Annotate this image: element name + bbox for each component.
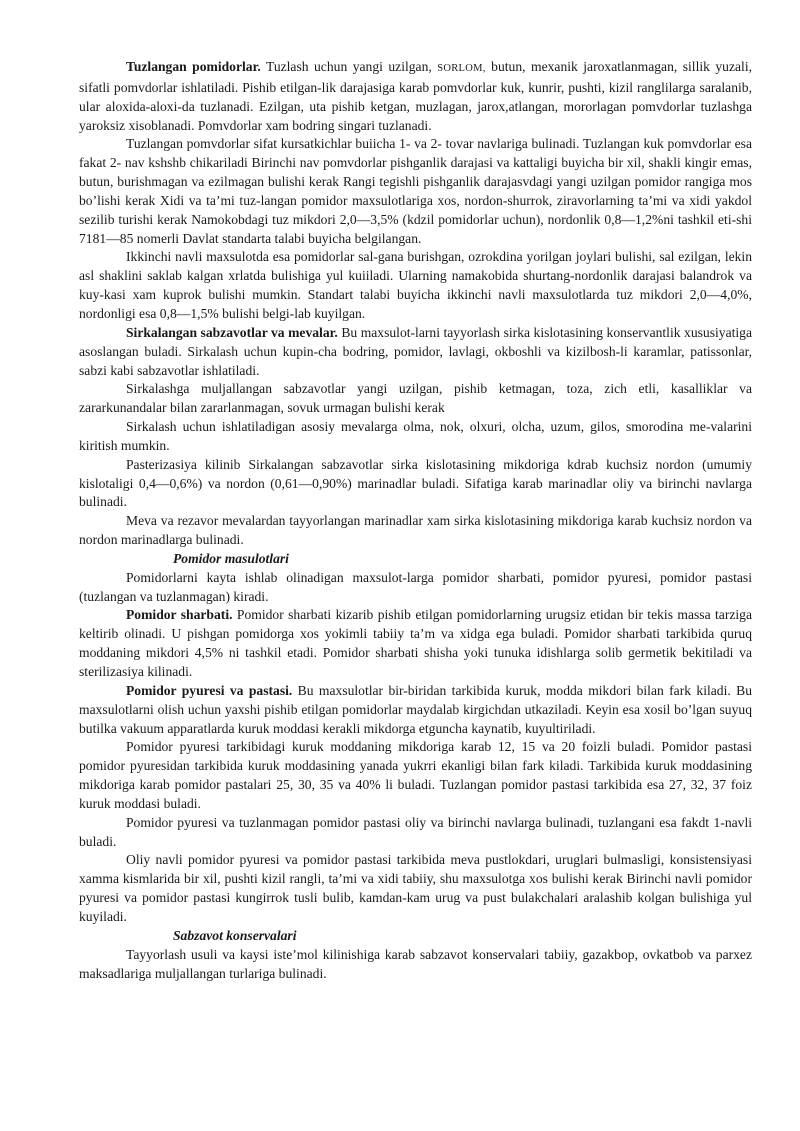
- paragraph: Meva va rezavor mevalardan tayyorlangan marinadlar xam sirka kislotasining mikdoriga karab kuchsiz nordon va nordon marinadlarga bulinadi.: [79, 513, 752, 548]
- paragraph-text-smallcaps: SORLOM,: [437, 63, 486, 74]
- paragraph-text: Bu maxsulot-larni tayyorlash sirka kislotasining konservantlik xususiyatiga asoslangan buladi. Sirkalash uchun kupin-cha bodring, pomidor, lavlagi, okboshli va kizilbosh-li karamlar, patissonlar, sabzi kabi sabzavotlar ishlatiladi.: [79, 324, 752, 378]
- paragraph: Tayyorlash usuli va kaysi iste’mol kilinishiga karab sabzavot konservalari tabiiy, gazakbop, ovkatbob va parxez maksadlariga muljallangan turlariga bulinadi.: [79, 946, 752, 981]
- section-lead-title: Pomidor sharbati.: [126, 607, 233, 623]
- paragraph-sirkalangan: [79, 324, 752, 381]
- paragraph: Pomidorlarni kayta ishlab olinadigan maxsulot-larga pomidor sharbati, pomidor pyuresi, pomidor pastasi (tuzlangan va tuzlanmagan) kiradi.: [79, 569, 752, 604]
- paragraph-pomidor-sharbati: [79, 606, 752, 681]
- paragraph-tuzlangan-pomidorlar: [79, 58, 752, 135]
- paragraph: Oliy navli pomidor pyuresi va pomidor pastasi tarkibida meva pustlokdari, uruglari bulmasligi, konsistensiyasi xamma kismlarida bir xil, pushti kizil rangli, ta’mi va xidi tabiiy, shu maxsulotga xos bulishi kerak Birinchi navli pomidor pyuresi va pomidor pastasi kungirrok tusli bulib, kamdan-kam urug va pust bulakchalari aralashib kolgan bulishiga yul kuyiladi.: [79, 852, 752, 924]
- paragraph: Ikkinchi navli maxsulotda esa pomidorlar sal-gana burishgan, ozrokdina yorilgan joylari bulishi, sal ezilgan, lekin asl shaklini saklab kalgan xrlatda bulishiga yul kuiiladi. Ularning namakobida shurtang-nordonlik darajasi balandrok va kuy-kasi xam kuprok bulishi mumkin. Standart talabi buyicha ikkinchi navli maxsulotlarda tuz mikdori 2,0—4,0%, nordonligi esa 0,8—1,5% bulishi belgi-lab kuyilgan.: [79, 249, 752, 321]
- document-page: [79, 58, 752, 983]
- section-lead-title: Pomidor pyuresi va pastasi.: [126, 682, 293, 698]
- paragraph: Pomidor pyuresi va tuzlanmagan pomidor pastasi oliy va birinchi navlarga bulinadi, tuzlangani esa fakdt 1-navli buladi.: [79, 814, 752, 849]
- paragraph: Sirkalashga muljallangan sabzavotlar yangi uzilgan, pishib ketmagan, toza, zich etli, kasalliklar va zararkunandalar bilan zararlanmagan, sovuk urmagan bulishi kerak: [79, 381, 752, 416]
- section-heading: Pomidor masulotlari: [173, 550, 289, 566]
- paragraph-text: Tuzlash uchun yangi uzilgan,: [260, 59, 438, 74]
- paragraph: Pomidor pyuresi tarkibidagi kuruk moddaning mikdoriga karab 12, 15 va 20 foizli buladi. Pomidor pastasi pomidor pyuresidan tarkibida kuruk moddasining yanada yukrri ekanligi bilan fark kiladi. Tarkibida kuruk moddasining mikdoriga karab pomidor pastalari 25, 30, 35 va 40% li buladi. Tuzlangan pomidor pastasi tarkibida esa 27, 32, 37 foiz kuruk moddasi buladi.: [79, 739, 752, 811]
- paragraph-text: Bu maxsulotlar bir-biridan tarkibida kuruk, modda mikdori bilan fark kiladi. Bu maxsulotlarni olish uchun yaxshi pishib etilgan pomidorlar maydalab kirgichdan utkaziladi. Keyin esa xosil bo’lgan suyuq butilka vakuum apparatlarda kuruk moddasi kerakli mikdorga etguncha kaynatib, kuyultiriladi.: [79, 682, 752, 736]
- paragraph: Sirkalash uchun ishlatiladigan asosiy mevalarga olma, nok, olxuri, olcha, uzum, gilos, smorodina me-valarini kiritish mumkin.: [79, 419, 752, 453]
- section-lead-title: Sirkalangan sabzavotlar va mevalar.: [126, 324, 338, 340]
- paragraph-text: Pomidor sharbati kizarib pishib etilgan pomidorlarning urugsiz etidan bir tekis massa tarziga keltirib olinadi. U pishgan pomidorga xos yokimli tabiiy ta’m va xidga ega buladi. Pomidor sharbati tarkibida quruq moddaning mikdori 4,5% ni tashkil etadi. Pomidor sharbati shisha yoki tunuka idishlarga solib germetik bekitiladi va sterilizasiya kilinadi.: [79, 607, 752, 679]
- section-heading: Sabzavot konservalari: [173, 927, 297, 943]
- paragraph: Pasterizasiya kilinib Sirkalangan sabzavotlar sirka kislotasining mikdoriga kdrab kuchsiz nordon (umumiy kislotaligi 0,4—0,6%) va nordon (0,61—0,90%) marinadlar buladi. Sifatiga karab marinadlar oliy va birinchi navlarga bulinadi.: [79, 456, 752, 510]
- paragraph: Tuzlangan pomvdorlar sifat kursatkichlar buiicha 1- va 2- tovar navlariga bulinadi. Tuzlangan kuk pomvdorlar esa fakat 2- nav kshshb chikariladi Birinchi nav pomvdorlar pishganlik darajasi va kattaligi buyicha bir xil, shakli kingir emas, butun, burishmagan va ezilmagan bulishi kerak Rangi tegishli pishganlik darajasvdagi yangi uzilgan pomidor rangiga mos bo’lishi kerak Xidi va ta’mi tuz-langan pomidor maxsulotlariga xos, nordon-shurrok, ziravorlarning ta’mi va xidi yakdol sezilib turishi kerak Namokobdagi tuz mikdori 2,0—3,5% (kdzil pomidorlar uchun), nordonlik 0,8—1,2%ni tashkil eti-shi 7181—85 nomerli Davlat standarta talabi buyicha belgilangan.: [79, 136, 752, 246]
- paragraph-pyuresi-pastasi: [79, 682, 752, 739]
- paragraph-text: butun, mexanik jaroxatlanmagan, sillik yuzali, sifatli pomvdorlar ishlatiladi. Pishib etilgan-lik darajasiga karab pomvdorlar kuk, kunrir, pushti, kizil ranglilarga saralanib, ular aloxida-aloxi-da tuzlanadi. Ezilgan, uta pishib ketgan, muzlagan, jarox,atlangan, mororlagan pomvdorlar tuzlashga yaroksiz xisoblanadi. Pomvdorlar xam bodring singari tuzlanadi.: [79, 59, 752, 133]
- section-lead-title: Tuzlangan pomidorlar.: [126, 59, 261, 74]
